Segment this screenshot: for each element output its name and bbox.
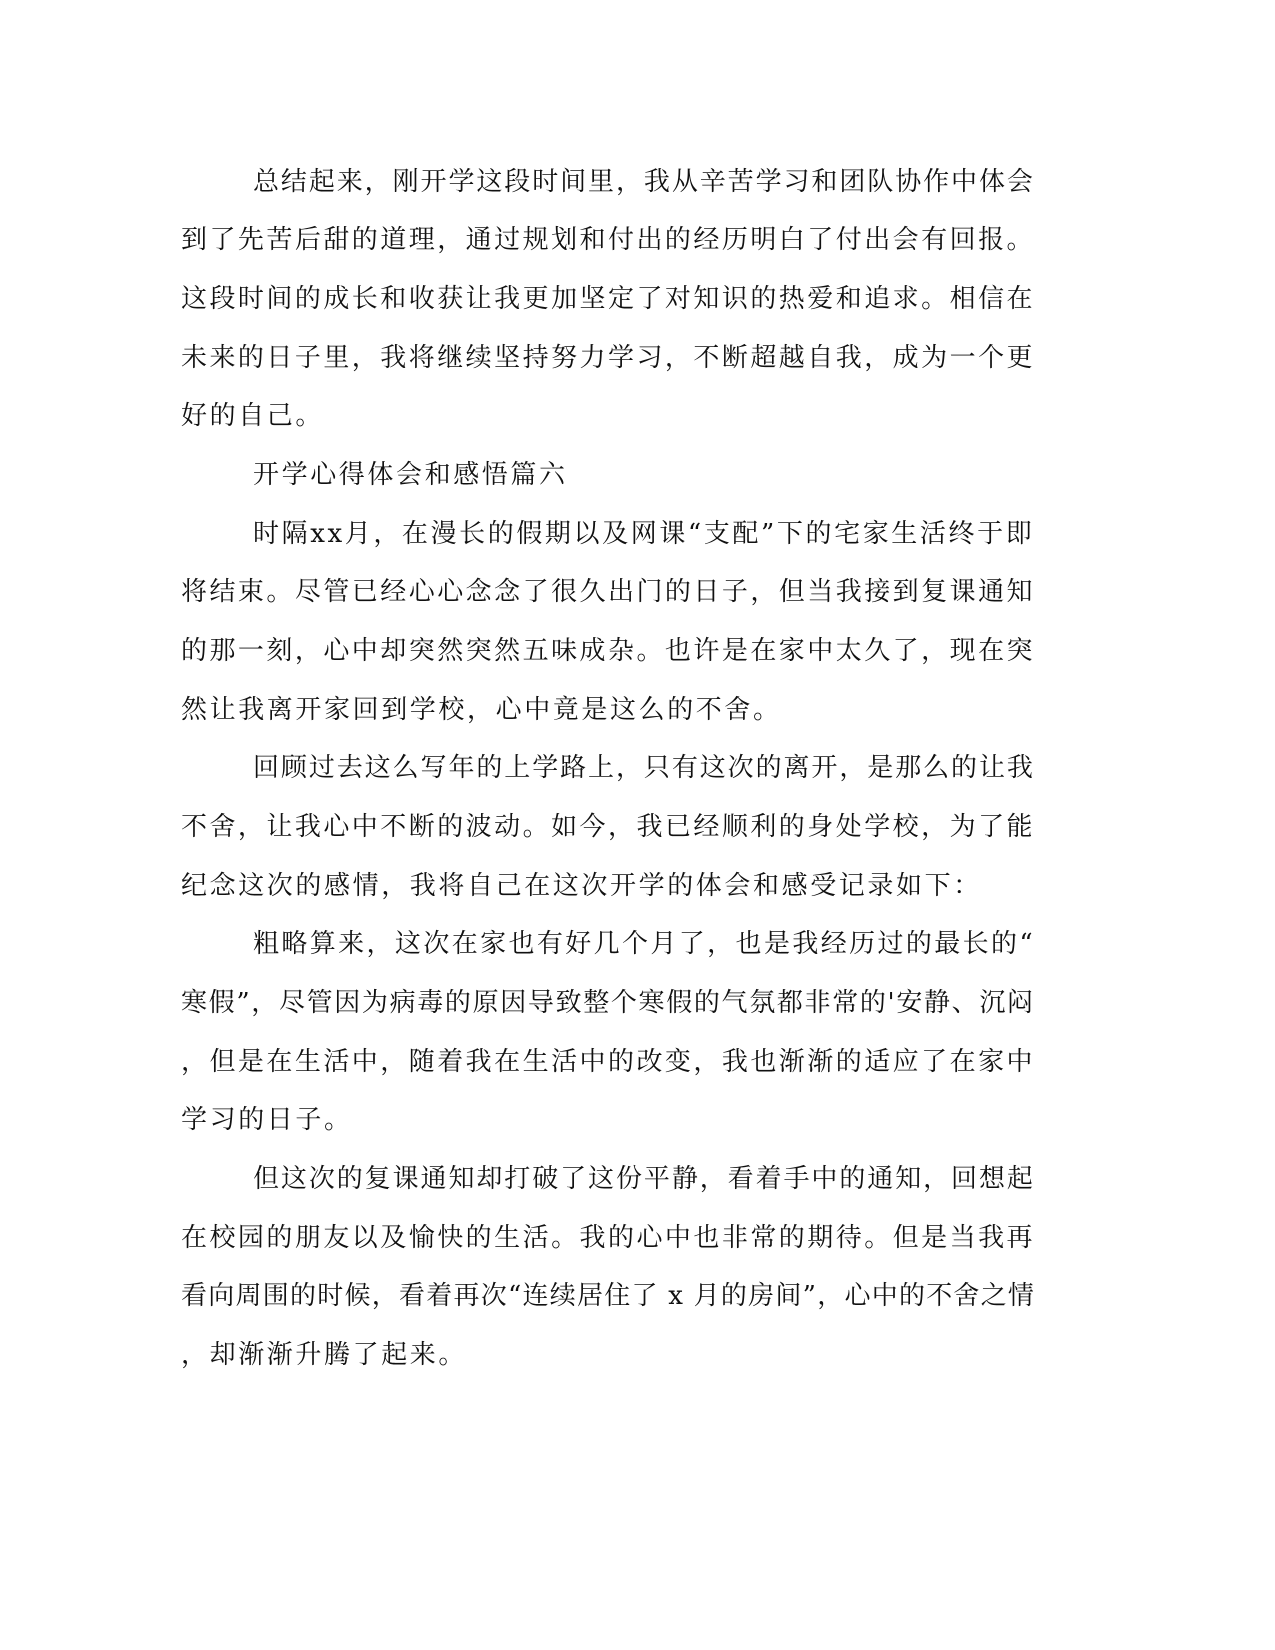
text-line: 好的自己。 xyxy=(181,401,325,431)
text-line: 纪念这次的感情，我将自己在这次开学的体会和感受记录如下： xyxy=(181,871,982,901)
text-line: 将结束。尽管已经心心念念了很久出门的日子，但当我接到复课通知 xyxy=(181,577,1036,607)
text-line: 看向周围的时候，看着再次“连续居住了 x 月的房间”，心中的不舍之情 xyxy=(181,1281,1036,1311)
text-line: 然让我离开家回到学校，心中竟是这么的不舍。 xyxy=(181,695,782,725)
text-line: 粗略算来，这次在家也有好几个月了，也是我经历过的最长的“ xyxy=(253,929,1036,959)
text-line: 但这次的复课通知却打破了这份平静，看着手中的通知，回想起 xyxy=(253,1164,1035,1194)
text-line: 这段时间的成长和收获让我更加坚定了对知识的热爱和追求。相信在 xyxy=(181,284,1036,314)
text-line: 学习的日子。 xyxy=(181,1105,353,1135)
text-line: 的那一刻，心中却突然突然五味成杂。也许是在家中太久了，现在突 xyxy=(181,636,1036,666)
text-line: ，但是在生活中，随着我在生活中的改变，我也渐渐的适应了在家中 xyxy=(181,1047,1036,1077)
text-line: 总结起来，刚开学这段时间里，我从辛苦学习和团队协作中体会 xyxy=(253,167,1035,197)
text-line: 未来的日子里，我将继续坚持努力学习，不断超越自我，成为一个更 xyxy=(181,343,1036,373)
text-line: ，却渐渐升腾了起来。 xyxy=(181,1340,468,1370)
text-line: 时隔xx月，在漫长的假期以及网课“支配”下的宅家生活终于即 xyxy=(253,519,1035,549)
text-line: 到了先苦后甜的道理，通过规划和付出的经历明白了付出会有回报。 xyxy=(181,225,1036,255)
text-line: 在校园的朋友以及愉快的生活。我的心中也非常的期待。但是当我再 xyxy=(181,1223,1036,1253)
text-line: 回顾过去这么写年的上学路上，只有这次的离开，是那么的让我 xyxy=(253,753,1035,783)
text-line: 不舍，让我心中不断的波动。如今，我已经顺利的身处学校，为了能 xyxy=(181,812,1036,842)
text-line: 寒假”，尽管因为病毒的原因导致整个寒假的气氛都非常的'安静、沉闷 xyxy=(181,988,1035,1018)
section-heading: 开学心得体会和感悟篇六 xyxy=(253,460,568,490)
